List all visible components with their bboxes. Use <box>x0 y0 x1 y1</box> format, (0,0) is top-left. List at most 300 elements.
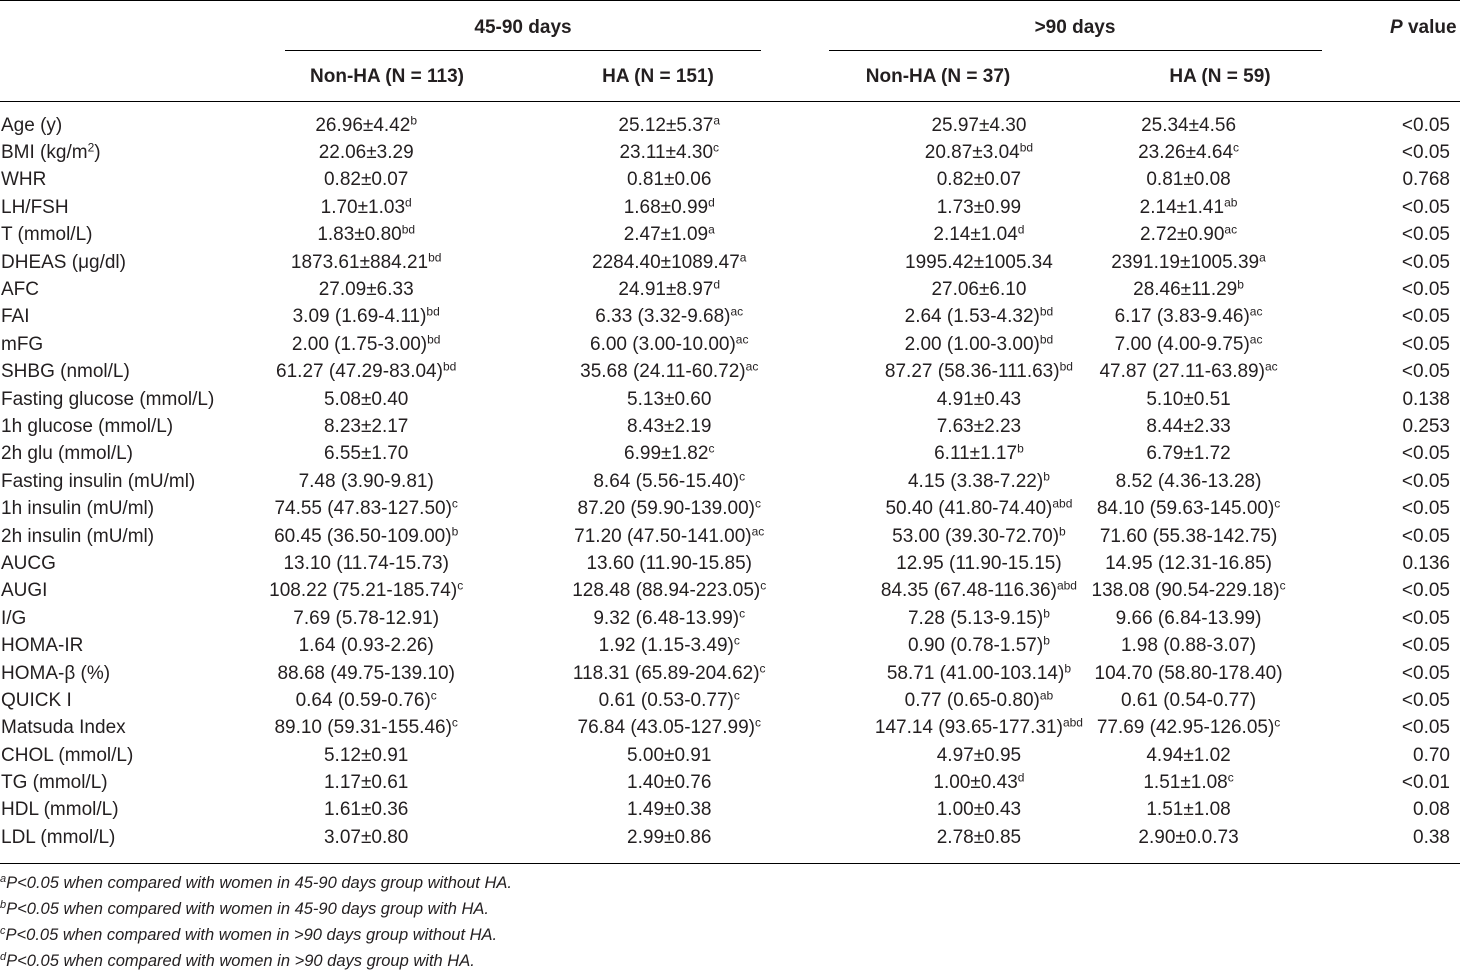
table-row <box>0 578 1460 605</box>
cell-ha-45-90 <box>464 468 875 495</box>
cell-nonha-45-90 <box>269 304 464 331</box>
row-label-text: 1h glucose (mmol/L) <box>1 415 174 437</box>
cell-nonha-over-90 <box>875 468 1083 495</box>
significance-superscript: ac <box>735 332 749 347</box>
cell-value: 9.66 (6.84-13.99) <box>1115 607 1262 629</box>
cell-nonha-45-90 <box>269 139 464 166</box>
cell-nonha-over-90 <box>875 578 1083 605</box>
cell-value: 14.95 (12.31-16.85) <box>1105 552 1272 574</box>
row-label-text: BMI (kg/m <box>1 142 88 164</box>
significance-superscript: bd <box>428 250 442 265</box>
cell-value: 0.61 (0.53-0.77) <box>598 689 734 711</box>
table-row <box>0 687 1460 714</box>
row-label <box>0 386 269 413</box>
significance-superscript: c <box>739 469 746 484</box>
table-row <box>0 139 1460 166</box>
group-rule-over-90 <box>829 50 1322 51</box>
cell-ha-over-90 <box>1083 715 1294 742</box>
cell-pvalue: 0.70 <box>1413 744 1450 766</box>
cell-value: 0.64 (0.59-0.76) <box>295 689 431 711</box>
significance-superscript: bd <box>1039 304 1054 319</box>
significance-superscript: b <box>1237 277 1244 292</box>
cell-nonha-over-90 <box>875 605 1083 632</box>
cell-value: 0.77 (0.65-0.80) <box>904 689 1040 711</box>
significance-superscript: ac <box>730 304 744 319</box>
row-label <box>0 523 269 550</box>
table-row <box>0 331 1460 358</box>
table-row <box>0 715 1460 742</box>
footnote-line <box>0 951 475 971</box>
cell-value: 2.14±1.41 <box>1139 196 1225 218</box>
cell-value: 71.60 (55.38-142.75) <box>1099 525 1278 547</box>
row-label <box>0 632 269 659</box>
row-label-text: mFG <box>1 333 44 355</box>
cell-ha-over-90 <box>1083 139 1294 166</box>
row-label-text: DHEAS (μg/dl) <box>1 251 126 273</box>
cell-nonha-over-90 <box>875 660 1083 687</box>
cell-pvalue: 0.136 <box>1402 552 1450 574</box>
significance-superscript: ac <box>1224 222 1238 237</box>
significance-superscript: ab <box>1039 688 1054 703</box>
cell-ha-45-90 <box>464 797 875 824</box>
significance-superscript: ac <box>1249 304 1263 319</box>
cell-pvalue: <0.05 <box>1401 689 1450 711</box>
cell-nonha-over-90 <box>875 276 1083 303</box>
footnote-line <box>0 873 512 893</box>
cell-ha-over-90 <box>1083 468 1294 495</box>
cell-value: 2.14±1.04 <box>933 224 1018 246</box>
cell-value: 71.20 (47.50-141.00) <box>574 525 752 547</box>
cell-value: 1.70±1.03 <box>320 196 406 218</box>
cell-pvalue: 0.253 <box>1402 415 1450 437</box>
cell-nonha-45-90 <box>269 386 464 413</box>
cell-nonha-45-90 <box>269 112 464 139</box>
row-label-text: TG (mmol/L) <box>1 772 108 794</box>
cell-value: 7.63±2.23 <box>936 415 1022 437</box>
row-label-text: WHR <box>1 169 47 191</box>
cell-value: 8.52 (4.36-13.28) <box>1115 470 1262 492</box>
data-table <box>0 112 1460 852</box>
row-label-text: I/G <box>1 607 27 629</box>
cell-ha-over-90 <box>1083 769 1294 796</box>
table-row <box>0 797 1460 824</box>
cell-pvalue: <0.05 <box>1401 717 1450 739</box>
cell-value: 6.55±1.70 <box>323 443 409 465</box>
table-row <box>0 605 1460 632</box>
significance-superscript: d <box>1017 222 1025 237</box>
cell-value: 1873.61±884.21 <box>290 251 429 273</box>
footnote-mark: a <box>0 872 7 885</box>
cell-value: 22.06±3.29 <box>318 142 414 164</box>
cell-value: 53.00 (39.30-72.70) <box>892 525 1060 547</box>
cell-value: 6.11±1.17 <box>934 443 1018 465</box>
cell-nonha-45-90 <box>269 742 464 769</box>
row-label <box>0 194 269 221</box>
cell-nonha-over-90 <box>875 249 1083 276</box>
significance-superscript: abd <box>1056 578 1077 593</box>
header-bottom-rule <box>0 101 1460 102</box>
table-row <box>0 194 1460 221</box>
cell-nonha-over-90 <box>875 742 1083 769</box>
cell-ha-45-90 <box>464 441 875 468</box>
row-label <box>0 331 269 358</box>
cell-value: 2.78±0.85 <box>936 826 1022 848</box>
cell-ha-over-90 <box>1083 523 1294 550</box>
row-label-text: CHOL (mmol/L) <box>1 744 134 766</box>
cell-nonha-45-90 <box>269 468 464 495</box>
table-row <box>0 824 1460 851</box>
cell-value: 5.12±0.91 <box>323 744 409 766</box>
cell-nonha-45-90 <box>269 687 464 714</box>
cell-value: 118.31 (65.89-204.62) <box>572 662 760 684</box>
cell-nonha-over-90 <box>875 550 1083 577</box>
significance-superscript: b <box>1043 469 1050 484</box>
cell-value: 5.10±0.51 <box>1146 388 1231 410</box>
cell-value: 84.10 (59.63-145.00) <box>1096 498 1275 520</box>
cell-ha-45-90 <box>464 413 875 440</box>
cell-value: 0.82±0.07 <box>323 169 409 191</box>
row-label-text: Age (y) <box>1 114 63 136</box>
cell-value: 27.09±6.33 <box>318 279 414 301</box>
cell-value: 3.07±0.80 <box>323 826 409 848</box>
significance-superscript: c <box>1279 578 1286 593</box>
cell-ha-45-90 <box>464 194 875 221</box>
cell-value: 6.99±1.82 <box>624 443 709 465</box>
row-label-end: ) <box>94 142 101 164</box>
row-label <box>0 441 269 468</box>
significance-superscript: c <box>1227 770 1234 785</box>
cell-pvalue: <0.05 <box>1401 114 1450 136</box>
row-label <box>0 687 269 714</box>
cell-nonha-over-90 <box>875 523 1083 550</box>
significance-superscript: c <box>430 688 437 703</box>
cell-nonha-45-90 <box>269 797 464 824</box>
cell-nonha-45-90 <box>269 167 464 194</box>
cell-value: 8.43±2.19 <box>627 415 712 437</box>
significance-superscript: b <box>1059 523 1066 538</box>
row-label-text: AFC <box>1 279 39 301</box>
cell-nonha-over-90 <box>875 139 1083 166</box>
cell-ha-45-90 <box>464 824 875 851</box>
cell-value: 26.96±4.42 <box>315 114 411 136</box>
significance-superscript: b <box>410 113 418 128</box>
cell-ha-45-90 <box>464 139 875 166</box>
top-rule <box>0 0 1460 1</box>
significance-superscript: c <box>708 441 715 456</box>
pvalue-header <box>1390 16 1457 40</box>
cell-pvalue: <0.05 <box>1401 251 1450 273</box>
row-label <box>0 413 269 440</box>
row-label-text: HDL (mmol/L) <box>1 799 119 821</box>
row-label-text: 2h glu (mmol/L) <box>1 443 133 465</box>
row-label <box>0 139 269 166</box>
cell-nonha-over-90 <box>875 632 1083 659</box>
cell-ha-45-90 <box>464 359 875 386</box>
cell-ha-over-90 <box>1083 605 1294 632</box>
cell-value: 1.49±0.38 <box>627 799 712 821</box>
cell-value: 1.68±0.99 <box>623 196 709 218</box>
cell-ha-over-90 <box>1083 276 1294 303</box>
cell-nonha-45-90 <box>269 632 464 659</box>
cell-nonha-over-90 <box>875 413 1083 440</box>
cell-pvalue: <0.05 <box>1401 279 1450 301</box>
significance-superscript: d <box>708 195 715 210</box>
cell-value: 2.47±1.09 <box>623 224 709 246</box>
cell-ha-45-90 <box>464 769 875 796</box>
row-label <box>0 468 269 495</box>
col-header-nonha-over-90: Non-HA (N = 37) <box>865 66 1011 87</box>
cell-value: 76.84 (43.05-127.99) <box>577 717 755 739</box>
cell-value: 1.61±0.36 <box>323 799 409 821</box>
cell-value: 7.48 (3.90-9.81) <box>298 470 434 492</box>
row-label <box>0 605 269 632</box>
significance-superscript: ac <box>1264 359 1278 374</box>
cell-ha-45-90 <box>464 660 875 687</box>
cell-pvalue: <0.05 <box>1401 443 1450 465</box>
cell-pvalue: <0.05 <box>1401 196 1450 218</box>
row-label <box>0 276 269 303</box>
row-label-text: HOMA-β (%) <box>1 662 111 684</box>
cell-value: 25.34±4.56 <box>1141 114 1237 136</box>
cell-value: 47.87 (27.11-63.89) <box>1099 361 1265 383</box>
cell-pvalue: <0.05 <box>1401 580 1450 602</box>
cell-nonha-over-90 <box>875 687 1083 714</box>
significance-superscript: ab <box>1224 195 1238 210</box>
pvalue-header-rest: value <box>1402 17 1457 38</box>
cell-value: 1995.42±1005.34 <box>905 251 1053 273</box>
cell-value: 1.40±0.76 <box>627 772 712 794</box>
cell-value: 13.10 (11.74-15.73) <box>283 552 449 574</box>
cell-nonha-over-90 <box>875 222 1083 249</box>
significance-superscript: c <box>1274 496 1281 511</box>
significance-superscript: c <box>739 606 746 621</box>
cell-nonha-45-90 <box>269 222 464 249</box>
cell-value: 0.81±0.08 <box>1146 169 1231 191</box>
table-row <box>0 441 1460 468</box>
cell-value: 6.33 (3.32-9.68) <box>595 306 731 328</box>
cell-nonha-over-90 <box>875 769 1083 796</box>
cell-ha-over-90 <box>1083 359 1294 386</box>
significance-superscript: bd <box>442 359 457 374</box>
cell-pvalue: 0.08 <box>1413 799 1450 821</box>
table-row <box>0 632 1460 659</box>
cell-nonha-over-90 <box>875 824 1083 851</box>
cell-pvalue: <0.05 <box>1401 470 1450 492</box>
table-row <box>0 660 1460 687</box>
significance-superscript: c <box>457 578 464 593</box>
cell-nonha-45-90 <box>269 413 464 440</box>
cell-value: 2284.40±1089.47 <box>592 251 740 273</box>
row-label <box>0 824 269 851</box>
cell-nonha-45-90 <box>269 605 464 632</box>
cell-value: 128.48 (88.94-223.05) <box>572 580 761 602</box>
cell-value: 1.00±0.43 <box>936 799 1022 821</box>
significance-superscript: c <box>451 496 458 511</box>
cell-nonha-over-90 <box>875 441 1083 468</box>
row-label <box>0 769 269 796</box>
cell-pvalue: <0.05 <box>1401 498 1450 520</box>
cell-value: 138.08 (90.54-229.18) <box>1091 580 1280 602</box>
cell-nonha-over-90 <box>875 359 1083 386</box>
cell-nonha-over-90 <box>875 386 1083 413</box>
cell-nonha-over-90 <box>875 194 1083 221</box>
row-label-text: AUCG <box>1 552 56 574</box>
row-label <box>0 495 269 522</box>
significance-superscript: c <box>1274 715 1281 730</box>
table-row <box>0 304 1460 331</box>
cell-ha-over-90 <box>1083 550 1294 577</box>
cell-value: 7.69 (5.78-12.91) <box>293 607 440 629</box>
group-header-over-90-days: >90 days <box>1034 17 1116 38</box>
cell-ha-over-90 <box>1083 386 1294 413</box>
cell-pvalue: 0.138 <box>1402 388 1450 410</box>
cell-nonha-45-90 <box>269 495 464 522</box>
table-row <box>0 413 1460 440</box>
footnote-text: P<0.05 when compared with women in 45-90 days group with HA. <box>6 900 490 918</box>
significance-superscript: b <box>1043 633 1050 648</box>
row-label <box>0 112 269 139</box>
cell-value: 1.92 (1.15-3.49) <box>598 635 734 657</box>
group-header-45-90-days: 45-90 days <box>474 17 572 38</box>
cell-value: 24.91±8.97 <box>618 279 714 301</box>
col-header-ha-45-90: HA (N = 151) <box>602 66 714 87</box>
cell-pvalue: <0.05 <box>1401 224 1450 246</box>
cell-nonha-over-90 <box>875 304 1083 331</box>
row-label-text: HOMA-IR <box>1 635 84 657</box>
row-label <box>0 222 269 249</box>
cell-nonha-45-90 <box>269 660 464 687</box>
cell-value: 7.28 (5.13-9.15) <box>907 607 1044 629</box>
row-label-text: QUICK I <box>1 689 72 711</box>
cell-ha-over-90 <box>1083 797 1294 824</box>
cell-value: 108.22 (75.21-185.74) <box>269 580 458 602</box>
cell-ha-over-90 <box>1083 687 1294 714</box>
significance-superscript: b <box>1064 660 1071 675</box>
significance-superscript: c <box>733 633 740 648</box>
cell-ha-over-90 <box>1083 578 1294 605</box>
cell-value: 89.10 (59.31-155.46) <box>274 717 452 739</box>
cell-value: 87.27 (58.36-111.63) <box>884 361 1060 383</box>
cell-pvalue: <0.01 <box>1401 772 1450 794</box>
significance-superscript: c <box>759 660 766 675</box>
significance-superscript: c <box>451 715 458 730</box>
cell-value: 2.90±0.0.73 <box>1138 826 1239 848</box>
cell-ha-45-90 <box>464 222 875 249</box>
significance-superscript: ac <box>1249 332 1263 347</box>
cell-value: 25.12±5.37 <box>618 114 714 136</box>
significance-superscript: b <box>1017 441 1024 456</box>
row-label <box>0 660 269 687</box>
cell-pvalue: 0.38 <box>1413 826 1450 848</box>
cell-nonha-45-90 <box>269 276 464 303</box>
cell-value: 104.70 (58.80-178.40) <box>1094 662 1283 684</box>
cell-ha-45-90 <box>464 715 875 742</box>
footnote-text: P<0.05 when compared with women in >90 days group with HA. <box>6 952 475 970</box>
cell-value: 2.72±0.90 <box>1140 224 1225 246</box>
significance-superscript: bd <box>1019 140 1034 155</box>
cell-ha-45-90 <box>464 276 875 303</box>
cell-ha-over-90 <box>1083 222 1294 249</box>
significance-superscript: bd <box>1059 359 1073 374</box>
cell-pvalue: <0.05 <box>1401 662 1450 684</box>
cell-ha-45-90 <box>464 523 875 550</box>
cell-ha-45-90 <box>464 550 875 577</box>
row-label <box>0 359 269 386</box>
significance-superscript: c <box>733 688 740 703</box>
cell-value: 50.40 (41.80-74.40) <box>885 498 1053 520</box>
row-label <box>0 304 269 331</box>
cell-pvalue: <0.05 <box>1401 333 1450 355</box>
cell-value: 23.26±4.64 <box>1138 142 1234 164</box>
row-label-text: AUGI <box>1 580 48 602</box>
cell-ha-over-90 <box>1083 304 1294 331</box>
row-label-text: 1h insulin (mU/ml) <box>1 498 155 520</box>
footnote-line <box>0 925 497 945</box>
cell-ha-45-90 <box>464 331 875 358</box>
cell-value: 35.68 (24.11-60.72) <box>580 361 746 383</box>
cell-value: 8.23±2.17 <box>323 415 409 437</box>
table-row <box>0 742 1460 769</box>
cell-value: 147.14 (93.65-177.31) <box>874 717 1063 739</box>
cell-nonha-over-90 <box>875 797 1083 824</box>
cell-value: 6.00 (3.00-10.00) <box>590 333 736 355</box>
footnote-text: P<0.05 when compared with women in 45-90 days group without HA. <box>6 874 512 892</box>
cell-ha-45-90 <box>464 742 875 769</box>
table-row <box>0 550 1460 577</box>
row-label <box>0 742 269 769</box>
cell-ha-over-90 <box>1083 331 1294 358</box>
cell-ha-over-90 <box>1083 495 1294 522</box>
cell-value: 87.20 (59.90-139.00) <box>577 498 755 520</box>
row-label-text: Fasting glucose (mmol/L) <box>1 388 215 410</box>
footnote-mark: b <box>0 898 7 911</box>
cell-nonha-over-90 <box>875 167 1083 194</box>
footnote-mark: d <box>0 950 7 963</box>
cell-value: 58.71 (41.00-103.14) <box>886 662 1065 684</box>
significance-superscript: d <box>1017 770 1025 785</box>
cell-value: 6.17 (3.83-9.46) <box>1114 306 1250 328</box>
table-row <box>0 495 1460 522</box>
table-row <box>0 359 1460 386</box>
group-rule-45-90 <box>285 50 761 51</box>
significance-superscript: ac <box>751 523 765 538</box>
cell-value: 0.82±0.07 <box>936 169 1022 191</box>
cell-value: 0.61 (0.54-0.77) <box>1120 689 1257 711</box>
significance-superscript: bd <box>426 304 440 319</box>
cell-value: 20.87±3.04 <box>924 142 1020 164</box>
row-label-text: FAI <box>1 306 30 328</box>
table-row <box>0 276 1460 303</box>
cell-value: 1.64 (0.93-2.26) <box>298 635 434 657</box>
cell-value: 1.83±0.80 <box>317 224 402 246</box>
table-row <box>0 167 1460 194</box>
cell-nonha-over-90 <box>875 495 1083 522</box>
col-header-ha-over-90: HA (N = 59) <box>1169 66 1271 87</box>
cell-value: 84.35 (67.48-116.36) <box>880 580 1057 602</box>
table-row <box>0 523 1460 550</box>
table-row <box>0 468 1460 495</box>
footnote-mark: c <box>0 924 6 937</box>
cell-value: 74.55 (47.83-127.50) <box>274 498 452 520</box>
cell-value: 88.68 (49.75-139.10) <box>277 662 455 684</box>
significance-superscript: d <box>713 277 721 292</box>
significance-superscript: a <box>713 113 721 128</box>
cell-ha-45-90 <box>464 112 875 139</box>
footnote-text: P<0.05 when compared with women in >90 days group without HA. <box>5 926 498 944</box>
significance-superscript: b <box>451 523 459 538</box>
cell-ha-over-90 <box>1083 742 1294 769</box>
footnote-line <box>0 899 489 919</box>
